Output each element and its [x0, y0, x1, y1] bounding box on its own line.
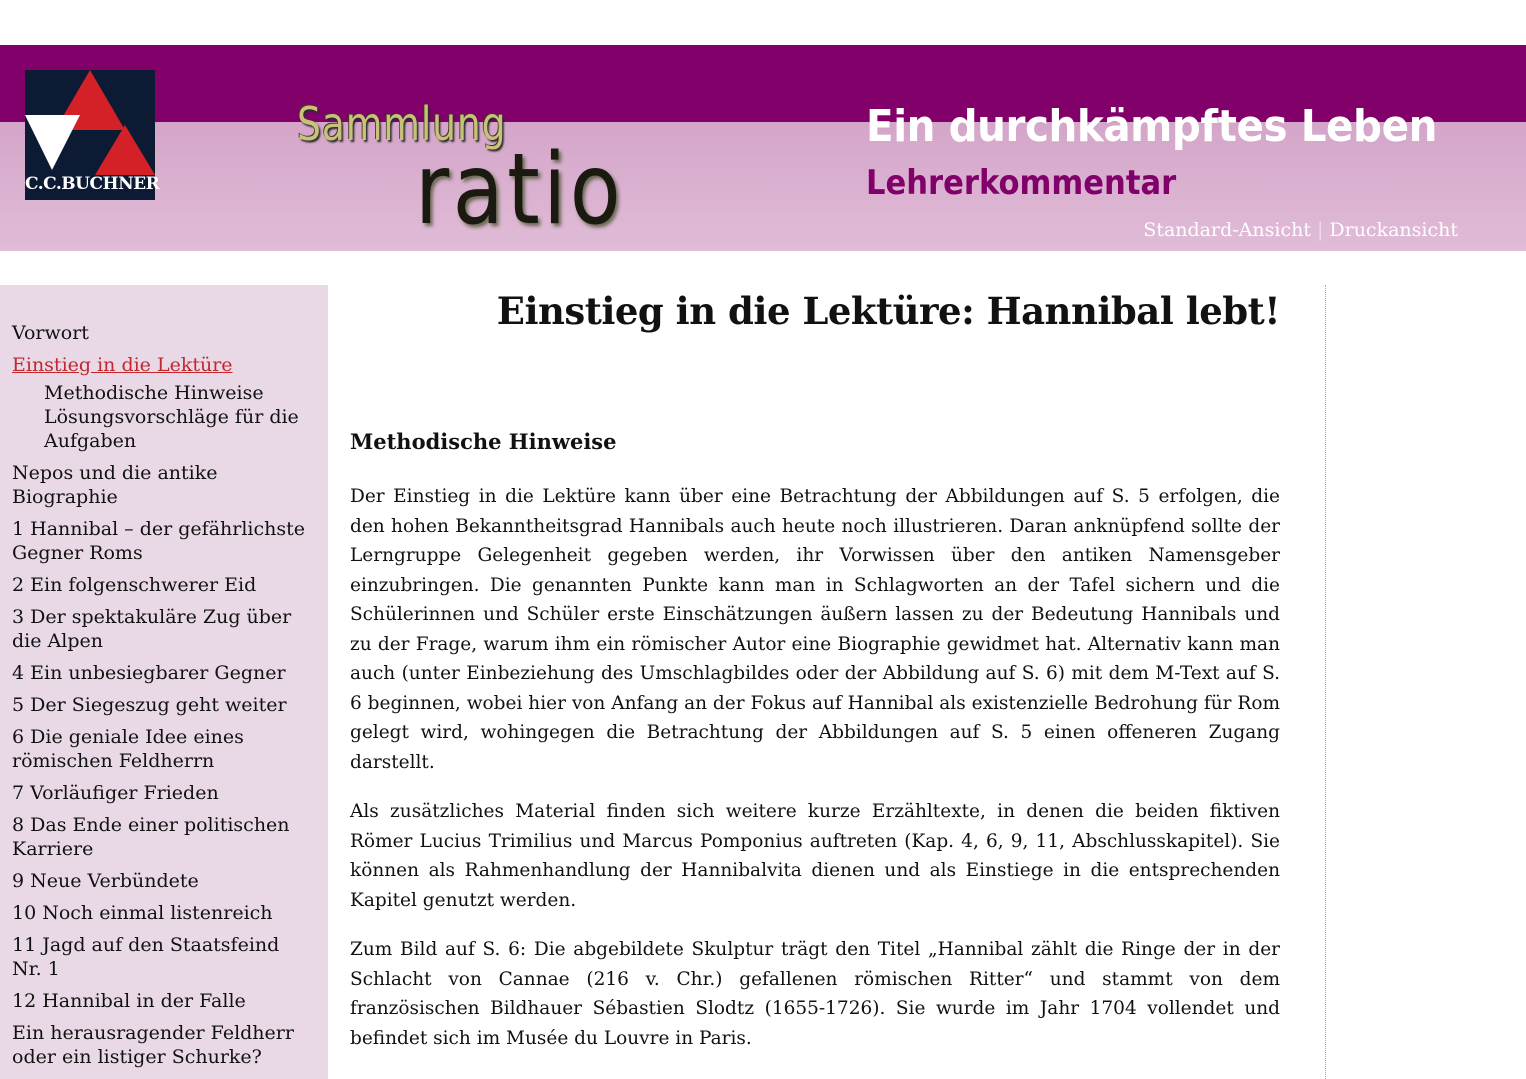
sidebar-item-einstieg — [12, 353, 312, 453]
sidebar-item-chapter-7 — [12, 781, 312, 805]
sidebar-navigation — [0, 285, 328, 1079]
sidebar-sublist — [44, 381, 312, 453]
publisher-name: C.C.BUCHNER — [25, 174, 160, 194]
right-column-divider — [1325, 285, 1326, 1079]
paragraph-3: Zum Bild auf S. 6: Die abgebildete Skulptur trägt den Titel „Hannibal zählt die Ringe der in der Schlacht von Cannae (216 v. Chr.) gefallenen römischen Ritter“ und stammt von dem französischen Bildhauer Sébastien Slodtz (1655-1726). Sie wurde im Jahr 1704 vollendet und befindet sich im Musée du Louvre in Paris. — [350, 939, 1280, 1049]
sidebar-link[interactable]: 3 Der spektakuläre Zug über die Alpen — [12, 606, 292, 652]
book-title: Ein durchkämpftes Leben — [866, 101, 1437, 152]
sidebar-link[interactable]: 2 Ein folgenschwerer Eid — [12, 574, 257, 596]
header-banner — [0, 45, 1526, 251]
link-separator: | — [1316, 219, 1324, 241]
sidebar-sublink[interactable]: Methodische Hinweise — [44, 382, 264, 404]
series-name-top: Sammlung — [297, 97, 507, 151]
sidebar-item-chapter-9 — [12, 869, 312, 893]
sidebar-item-chapter-4 — [12, 661, 312, 685]
paragraph-2: Als zusätzliches Material finden sich weitere kurze Erzähltexte, in denen die beiden fiktiven Römer Lucius Trimilius und Marcus Pomponius auftreten (Kap. 4, 6, 9, 11, Abschlusskapitel). Sie können als Rahmenhandlung der Hannibalvita dienen und als Einstiege in die entsprechenden Kapitel genutzt werden. — [350, 801, 1280, 911]
sidebar-subitem-loesungsvorschlaege — [44, 405, 312, 453]
sidebar-item-chapter-5 — [12, 693, 312, 717]
sidebar-link[interactable]: 8 Das Ende einer politischen Karriere — [12, 814, 290, 860]
view-switcher — [1143, 219, 1458, 241]
series-name-main: ratio — [415, 133, 625, 247]
sidebar-item-chapter-2 — [12, 573, 312, 597]
sidebar-link[interactable]: 7 Vorläufiger Frieden — [12, 782, 219, 804]
sidebar-link[interactable]: 11 Jagd auf den Staatsfeind Nr. 1 — [12, 934, 280, 980]
chapter-list — [12, 321, 312, 1077]
sidebar-link[interactable]: 9 Neue Verbündete — [12, 870, 199, 892]
main-content — [350, 285, 1280, 1053]
sidebar-item-vorwort — [12, 321, 312, 345]
sidebar-item-nepos — [12, 461, 312, 509]
sidebar-link[interactable]: 10 Noch einmal listenreich — [12, 902, 273, 924]
print-view-link[interactable]: Druckansicht — [1329, 219, 1458, 241]
book-subtitle: Lehrerkommentar — [866, 163, 1177, 203]
sidebar-subitem-methodische-hinweise — [44, 381, 312, 405]
sidebar-item-chapter-11 — [12, 933, 312, 981]
section-heading: Methodische Hinweise — [350, 429, 617, 454]
sidebar-item-chapter-12 — [12, 989, 312, 1013]
sidebar-link[interactable]: 5 Der Siegeszug geht weiter — [12, 694, 287, 716]
sidebar-link[interactable]: Vorwort — [12, 322, 89, 344]
sidebar-item-chapter-8 — [12, 813, 312, 861]
sidebar-item-chapter-6 — [12, 725, 312, 773]
standard-view-link[interactable]: Standard-Ansicht — [1143, 219, 1311, 241]
sidebar-link[interactable]: 12 Hannibal in der Falle — [12, 990, 246, 1012]
sidebar-link-active[interactable]: Einstieg in die Lektüre — [12, 354, 233, 376]
sidebar-sublink[interactable]: Lösungsvorschläge für die Aufgaben — [44, 406, 299, 452]
sidebar-item-chapter-1 — [12, 517, 312, 565]
publisher-logo[interactable] — [25, 70, 160, 200]
paragraph-1: Der Einstieg in die Lektüre kann über eine Betrachtung der Abbildungen auf S. 5 erfolgen, die den hohen Bekanntheitsgrad Hannibals auch heute noch illustrieren. Daran anknüpfend sollte der Lerngruppe Gelegenheit gegeben werden, ihr Vorwissen über den antiken Namensgeber einzubringen. Die genannten Punkte kann man in Schlagworten an der Tafel sichern und die Schülerinnen und Schüler erste Einschätzungen äußern lassen zu der Bedeutung Hannibals und zu der Frage, warum ihm ein römischer Autor eine Biographie gewidmet hat. Alternativ kann man auch (unter Einbeziehung des Umschlagbildes oder der Abbildung auf S. 6) mit dem M-Text auf S. 6 beginnen, wobei hier von Anfang an der Fokus auf Hannibal als existenzielle Bedrohung für Rom gelegt wird, wohingegen die Betrachtung der Abbildungen auf S. 5 einen offeneren Zugang darstellt. — [350, 486, 1280, 773]
sidebar-item-chapter-10 — [12, 901, 312, 925]
sidebar-link[interactable]: 4 Ein unbesiegbarer Gegner — [12, 662, 286, 684]
page-title: Einstieg in die Lektüre: Hannibal lebt! — [496, 289, 1280, 333]
sidebar-link[interactable]: 1 Hannibal – der gefährlichste Gegner Roms — [12, 518, 305, 564]
sidebar-link[interactable]: Nepos und die antike Biographie — [12, 462, 218, 508]
sidebar-item-final-chapter — [12, 1021, 312, 1069]
sidebar-link[interactable]: Ein herausragender Feldherr oder ein listiger Schurke? — [12, 1022, 294, 1068]
sidebar-item-chapter-3 — [12, 605, 312, 653]
sidebar-link[interactable]: 6 Die geniale Idee eines römischen Feldherrn — [12, 726, 244, 772]
